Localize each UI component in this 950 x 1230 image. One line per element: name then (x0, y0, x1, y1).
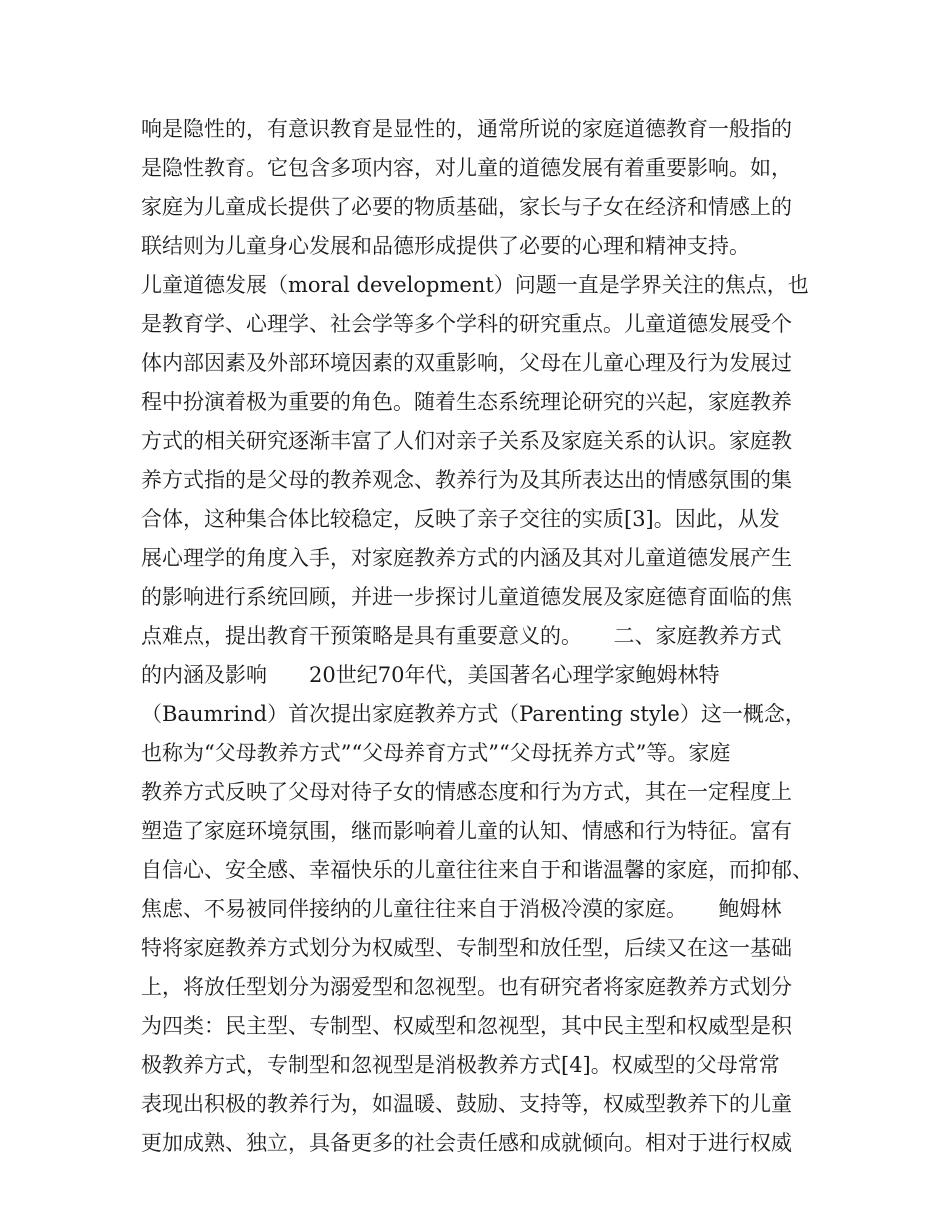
text-line: 上，将放任型划分为溺爱型和忽视型。也有研究者将家庭教养方式划分 (141, 975, 792, 999)
text-line: 是隐性教育。它包含多项内容，对儿童的道德发展有着重要影响。如， (141, 156, 792, 180)
text-line: 极教养方式，专制型和忽视型是消极教养方式[4]。权威型的父母常常 (141, 1053, 780, 1077)
text-line: 的影响进行系统回顾，并进一步探讨儿童道德发展及家庭德育面临的焦 (141, 585, 792, 609)
text-line: 家庭为儿童成长提供了必要的物质基础，家长与子女在经济和情感上的 (141, 195, 792, 219)
text-line: 展心理学的角度入手，对家庭教养方式的内涵及其对儿童道德发展产生 (141, 546, 792, 570)
text-line: 也称为“父母教养方式”“父母养育方式”“父母抚养方式”等。家庭 (141, 741, 731, 765)
text-line: 塑造了家庭环境氛围，继而影响着儿童的认知、情感和行为特征。富有 (141, 819, 792, 843)
text-line: 为四类：民主型、专制型、权威型和忽视型，其中民主型和权威型是积 (141, 1014, 792, 1038)
text-line: 响是隐性的，有意识教育是显性的，通常所说的家庭道德教育一般指的 (141, 117, 792, 141)
text-line: 更加成熟、独立，具备更多的社会责任感和成就倾向。相对于进行权威 (141, 1131, 792, 1155)
text-line: 体内部因素及外部环境因素的双重影响，父母在儿童心理及行为发展过 (141, 351, 792, 375)
text-line: 点难点，提出教育干预策略是具有重要意义的。 二、家庭教养方式 (141, 624, 782, 648)
text-line: 自信心、安全感、幸福快乐的儿童往往来自于和谐温馨的家庭，而抑郁、 (141, 858, 813, 882)
body-text (141, 110, 821, 1163)
text-line: 教养方式反映了父母对待子女的情感态度和行为方式，其在一定程度上 (141, 780, 792, 804)
text-line: 表现出积极的教养行为，如温暖、鼓励、支持等，权威型教养下的儿童 (141, 1092, 792, 1116)
text-line: 儿童道德发展（moral development）问题一直是学界关注的焦点，也 (141, 273, 809, 297)
text-line: 特将家庭教养方式划分为权威型、专制型和放任型，后续又在这一基础 (141, 936, 792, 960)
text-line: 焦虑、不易被同伴接纳的儿童往往来自于消极冷漠的家庭。 鲍姆林 (141, 897, 782, 921)
text-line: （Baumrind）首次提出家庭教养方式（Parenting style）这一概念， (141, 702, 806, 726)
text-line: 养方式指的是父母的教养观念、教养行为及其所表达出的情感氛围的集 (141, 468, 792, 492)
text-line: 合体，这种集合体比较稳定，反映了亲子交往的实质[3]。因此，从发 (141, 507, 780, 531)
text-line: 联结则为儿童身心发展和品德形成提供了必要的心理和精神支持。 (141, 234, 750, 258)
text-line: 程中扮演着极为重要的角色。随着生态系统理论研究的兴起，家庭教养 (141, 390, 792, 414)
text-line: 是教育学、心理学、社会学等多个学科的研究重点。儿童道德发展受个 (141, 312, 792, 336)
text-line: 的内涵及影响 20世纪70年代，美国著名心理学家鲍姆林特 (141, 663, 720, 687)
text-line: 方式的相关研究逐渐丰富了人们对亲子关系及家庭关系的认识。家庭教 (141, 429, 792, 453)
